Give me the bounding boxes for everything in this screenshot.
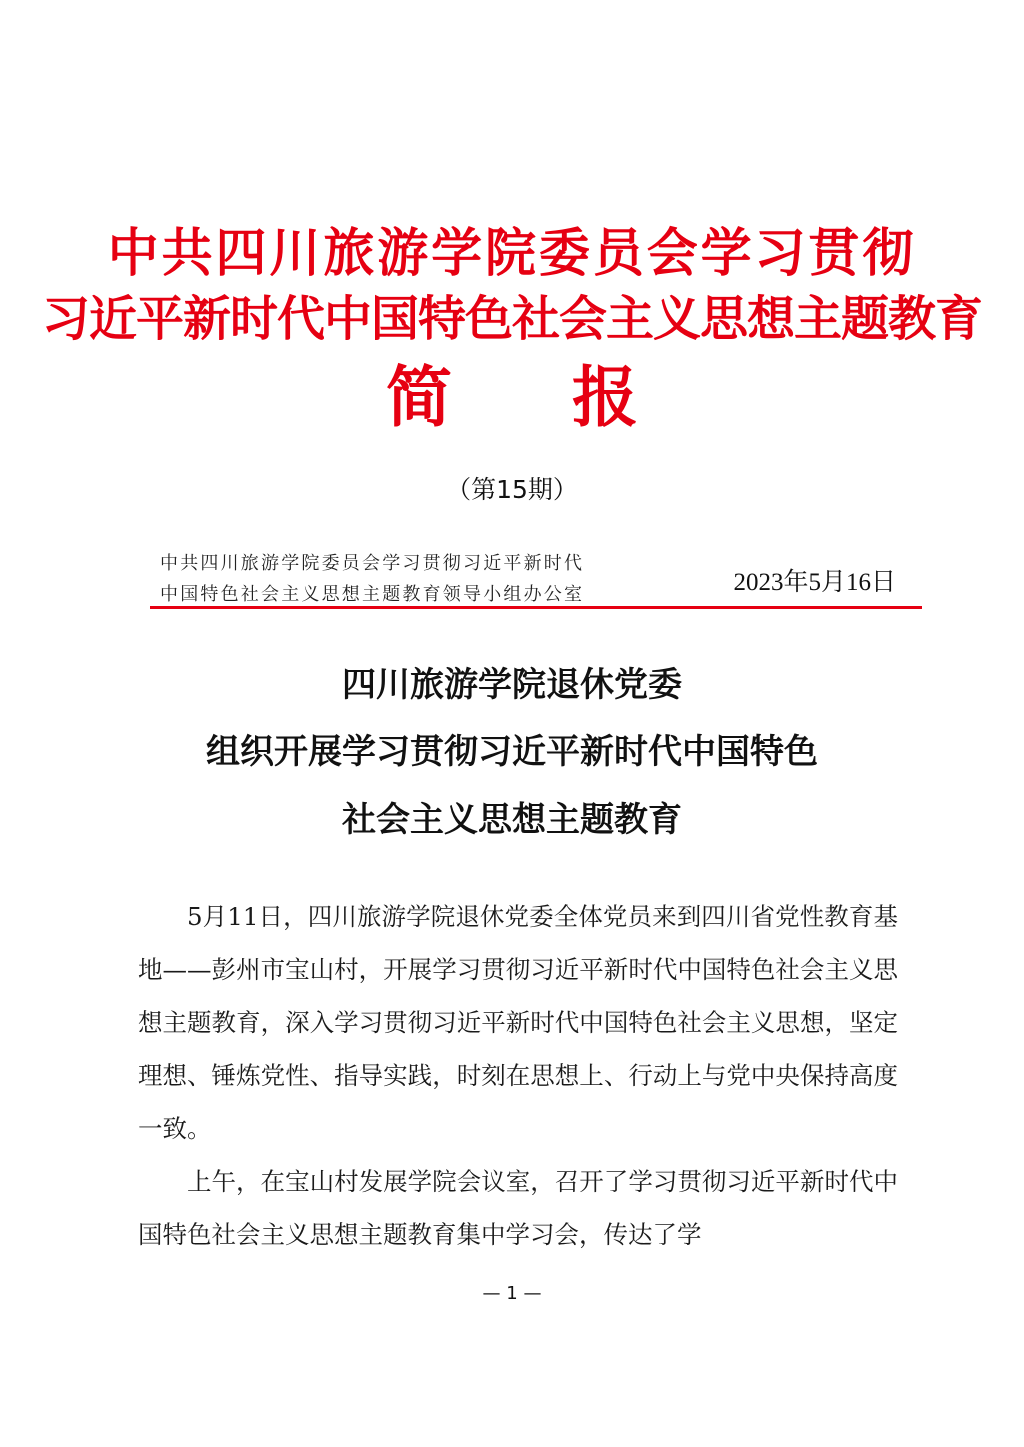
- page-number: — 1 —: [482, 1283, 542, 1304]
- issuing-office-line2: 中国特色社会主义思想主题教育领导小组办公室: [160, 584, 585, 605]
- issuing-office-line1: 中共四川旅游学院委员会学习贯彻习近平新时代: [160, 553, 585, 574]
- masthead-title-line2: 习近平新时代中国特色社会主义思想主题教育: [41, 291, 982, 347]
- masthead-bulletin-label: 简报: [386, 358, 758, 436]
- article-paragraph-1: 5月11日，四川旅游学院退休党委全体党员来到四川省党性教育基地——彭州市宝山村，开展学习贯彻习近平新时代中国特色社会主义思想主题教育，深入学习贯彻习近平新时代中国特色社会主义思想，坚定理想、锤炼党性、指导实践，时刻在思想上、行动上与党中央保持高度一致。: [138, 902, 898, 1143]
- red-divider-line: [150, 606, 922, 609]
- issue-date: 2023年5月16日: [733, 569, 896, 596]
- article-title-line1: 四川旅游学院退休党委: [342, 665, 682, 705]
- article-title-line3: 社会主义思想主题教育: [342, 800, 682, 840]
- article-title-line2: 组织开展学习贯彻习近平新时代中国特色: [206, 732, 818, 772]
- article-paragraph-2: 上午，在宝山村发展学院会议室，召开了学习贯彻习近平新时代中国特色社会主义思想主题教育集中学习会，传达了学: [138, 1167, 898, 1249]
- masthead-title-line1: 中共四川旅游学院委员会学习贯彻: [107, 223, 917, 284]
- issue-number: （第15期）: [446, 475, 578, 504]
- issuing-office: [160, 548, 584, 610]
